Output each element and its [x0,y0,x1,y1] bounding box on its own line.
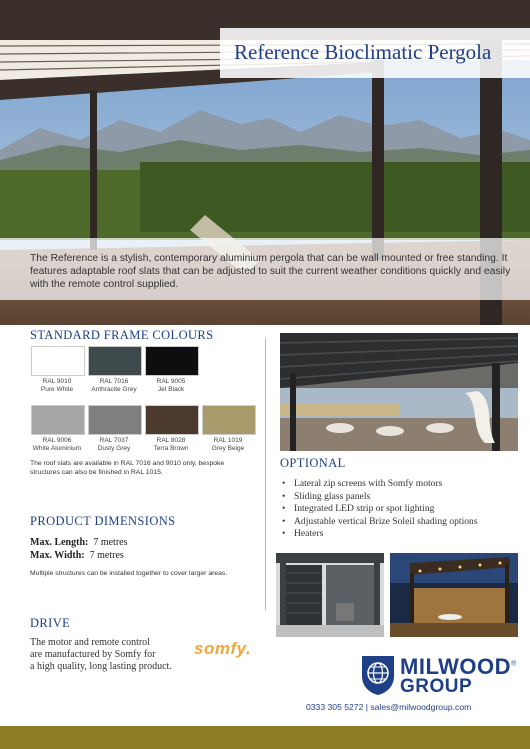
frame-colours-heading: STANDARD FRAME COLOURS [30,328,214,342]
colour-name: Pure White [40,386,74,393]
colour-name: Dusty Grey [97,445,131,452]
colour-name: Terra Brown [153,445,189,452]
max-width-value: 7 metres [89,550,124,561]
contact-info: 0333 305 5272 | sales@milwoodgroup.com [306,702,472,712]
restaurant-pergola-photo [280,333,518,451]
colour-swatch [31,405,85,435]
shield-logo-icon [360,654,396,696]
colour-swatch [145,405,199,435]
logo-line1-text: MILWOOD [400,654,512,679]
zip-screen-photo [276,553,384,637]
colour-swatch-label [26,437,88,453]
optional-list [282,478,478,541]
drive-line1: The motor and remote control [30,637,150,648]
colour-swatch-label [26,378,88,394]
colour-swatch [202,405,256,435]
max-length-label: Max. Length: [30,537,89,548]
colour-swatch [31,346,85,376]
page-title: Reference Bioclimatic Pergola [234,40,492,64]
column-divider [265,338,266,610]
logo-reg-mark: ® [511,660,517,668]
footer-bar [0,726,530,749]
colour-code: RAL 9005 [156,378,186,385]
colour-code: RAL 1019 [213,437,243,444]
intro-paragraph: The Reference is a stylish, contemporary aluminium pergola that can be wall mounted or free standing. It features adaptable roof slats that can be adjusted to suit the current weather conditions quickly and easily with the remote control supplied. [30,253,511,290]
max-width-label: Max. Width: [30,550,85,561]
logo-line2: GROUP [400,676,473,697]
max-length-value: 7 metres [93,537,128,548]
colour-code: RAL 7037 [99,437,129,444]
colour-name: Jet Black [157,386,185,393]
optional-item: • Heaters [282,528,478,541]
somfy-logo: somfy. [194,639,252,658]
dimensions-note: Multiple structures can be installed together to cover larger areas. [30,570,228,577]
colour-name: Anthracite Grey [91,386,137,393]
colour-swatch-label [83,437,145,453]
drive-text [30,637,200,673]
colour-code: RAL 7016 [99,378,129,385]
colour-swatch [88,346,142,376]
colour-swatch-label [140,437,202,453]
colour-swatch [88,405,142,435]
optional-item: • Integrated LED strip or spot lighting [282,503,478,516]
drive-line3: a high quality, long lasting product. [30,661,172,672]
colour-swatch-label [197,437,259,453]
optional-heading: OPTIONAL [280,456,346,470]
frame-colours-note-line2: structures can also be finished in RAL 1015. [30,469,163,476]
led-lighting-photo [390,553,518,637]
colour-code: RAL 9006 [42,437,72,444]
max-width [30,550,124,561]
hero-photo [0,0,530,325]
intro-band [0,238,530,300]
title-band [220,28,530,78]
colour-swatch [145,346,199,376]
colour-name: White Aluminium [32,445,82,452]
colour-name: Grey Beige [211,445,245,452]
drive-line2: are manufactured by Somfy for [30,649,156,660]
drive-heading: DRIVE [30,616,71,630]
colour-code: RAL 8028 [156,437,186,444]
frame-colours-note-line1: The roof slats are available in RAL 7016 and 9010 only, bespoke [30,460,225,467]
optional-item: • Adjustable vertical Brize Soleil shading options [282,516,478,529]
max-length [30,537,128,548]
colour-swatch-label [83,378,145,394]
colour-swatch-label [140,378,202,394]
dimensions-heading: PRODUCT DIMENSIONS [30,514,176,528]
optional-item: • Sliding glass panels [282,491,478,504]
colour-code: RAL 9010 [42,378,72,385]
optional-item: • Lateral zip screens with Somfy motors [282,478,478,491]
